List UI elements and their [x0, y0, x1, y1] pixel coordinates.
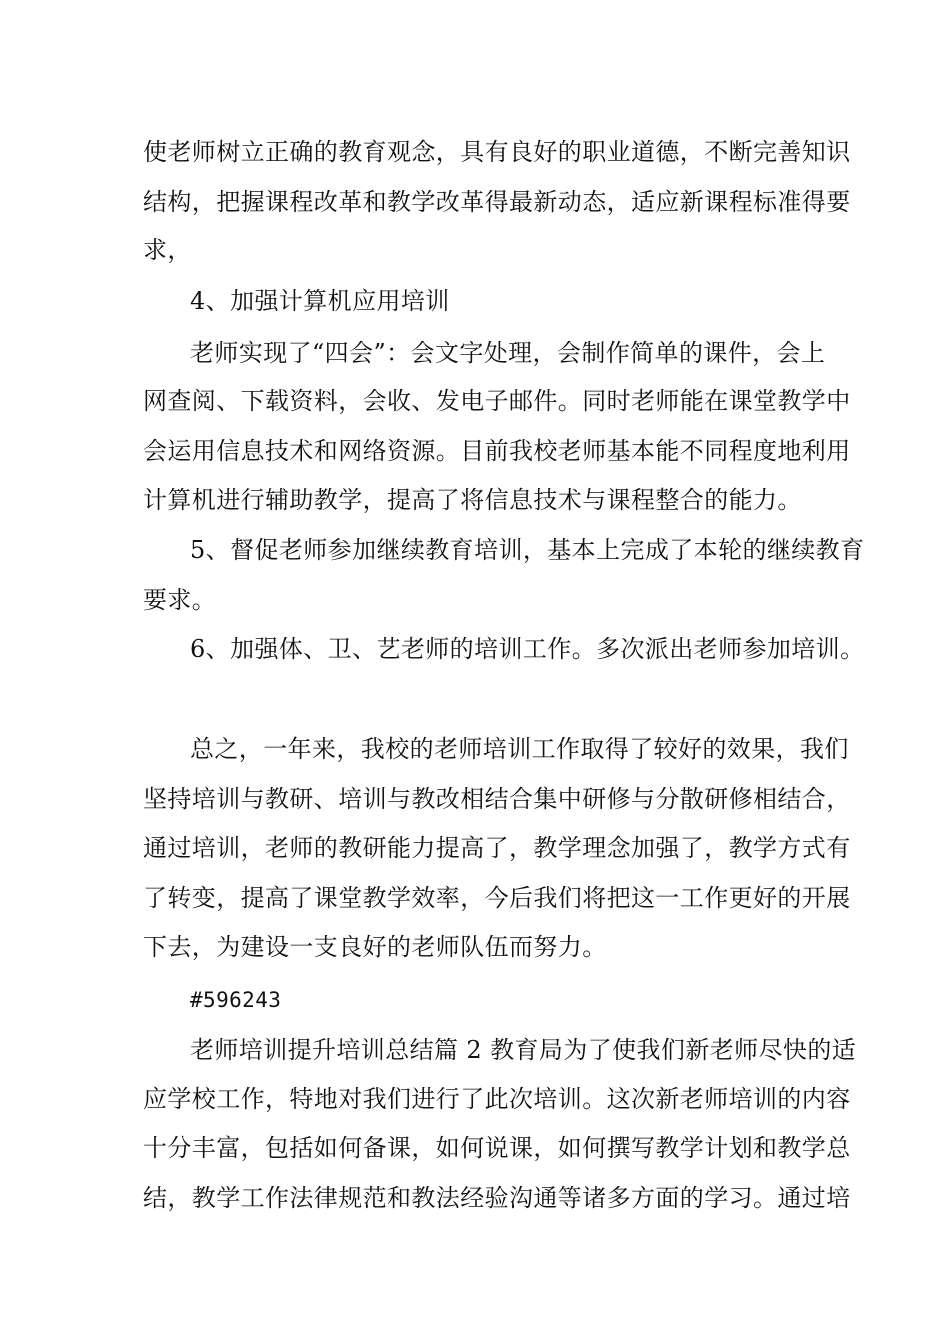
- paragraph-line: 总之，一年来，我校的老师培训工作取得了较好的效果，我们: [190, 735, 849, 763]
- document-id: #596243: [190, 988, 282, 1012]
- paragraph-line: 应学校工作，特地对我们进行了此次培训。这次新老师培训的内容: [143, 1085, 851, 1113]
- paragraph-line: 老师培训提升培训总结篇 2 教育局为了使我们新老师尽快的适: [190, 1036, 857, 1064]
- paragraph-line: 会运用信息技术和网络资源。目前我校老师基本能不同程度地利用: [143, 437, 851, 465]
- paragraph-line: 了转变，提高了课堂教学效率，今后我们将把这一工作更好的开展: [143, 884, 851, 912]
- list-item: 5、督促老师参加继续教育培训，基本上完成了本轮的继续教育: [190, 536, 865, 564]
- paragraph-line: 坚持培训与教研、培训与教改相结合集中研修与分散研修相结合，: [143, 785, 851, 813]
- paragraph-line: 结，教学工作法律规范和教法经验沟通等诸多方面的学习。通过培: [143, 1184, 851, 1212]
- paragraph-line: 下去，为建设一支良好的老师队伍而努力。: [143, 933, 607, 961]
- paragraph-line: 十分丰富，包括如何备课，如何说课，如何撰写教学计划和教学总: [143, 1134, 851, 1162]
- paragraph-line: 老师实现了“四会”：会文字处理，会制作简单的课件，会上: [190, 339, 826, 367]
- list-item: 6、加强体、卫、艺老师的培训工作。多次派出老师参加培训。: [190, 635, 865, 663]
- paragraph-line: 通过培训，老师的教研能力提高了，教学理念加强了，教学方式有: [143, 834, 851, 862]
- list-item-heading: 4、加强计算机应用培训: [190, 287, 450, 315]
- paragraph-line: 计算机进行辅助教学，提高了将信息技术与课程整合的能力。: [143, 486, 802, 514]
- paragraph-line: 网查阅、下载资料，会收、发电子邮件。同时老师能在课堂教学中: [143, 387, 851, 415]
- paragraph-line: 使老师树立正确的教育观念，具有良好的职业道德，不断完善知识: [143, 138, 851, 166]
- paragraph-line: 要求。: [143, 586, 217, 614]
- paragraph-line: 求，: [143, 236, 192, 264]
- paragraph-line: 结构，把握课程改革和教学改革得最新动态，适应新课程标准得要: [143, 188, 851, 216]
